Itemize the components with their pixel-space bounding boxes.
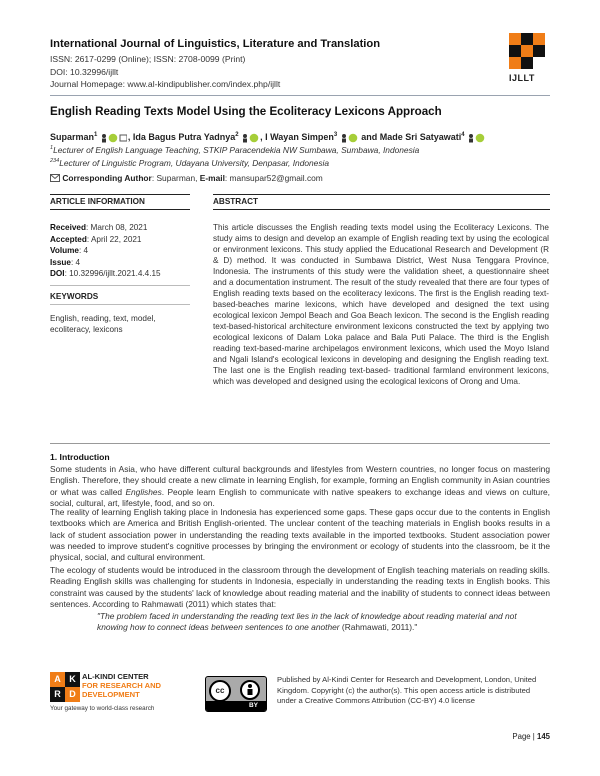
logo-square (521, 45, 533, 57)
author-icons[interactable] (101, 133, 127, 143)
orcid-icon[interactable] (476, 133, 485, 142)
affiliation: $^{234}$Lecturer of Linguistic Program, Udayana University, Denpasar, Indonesia (50, 158, 330, 168)
logo-square (521, 33, 533, 45)
journal-logo-text: IJLLT (509, 73, 535, 83)
author-name: I Wayan Simpen (265, 132, 334, 142)
cc-icon: cc (209, 680, 231, 702)
author-icons[interactable] (468, 133, 485, 143)
logo-square (509, 57, 521, 69)
cc-by-label: BY (206, 701, 266, 711)
orcid-icon[interactable] (250, 133, 259, 142)
cc-by-license-badge[interactable] (205, 676, 267, 712)
divider (213, 209, 550, 210)
keywords-heading: KEYWORDS (50, 292, 99, 301)
divider (50, 194, 190, 195)
logo-letter: K (65, 672, 80, 687)
logo-letter: A (50, 672, 65, 687)
journal-header (50, 38, 500, 91)
article-doi[interactable]: : 10.32996/ijllt.2021.4.4.15 (64, 269, 161, 278)
block-quote: "The problem faced in understanding the reading text lies in the lack of knowledge about reading material and not knowing how to connect ideas between sentences to one another (Rahmawati, 2011)." (97, 611, 517, 633)
divider (213, 194, 550, 195)
paragraph: Some students in Asia, who have different cultural backgrounds and lifestyles from Western countries, no longer focus on mastering English. Therefore, they should create a new climate in learning English, for example, forming an English community in Asian countries or what was called Englishes. People learn English to communicate with native speakers to exchange ideas and views on culture, social, cultural, art, lifestyle, food, and so on. (50, 464, 550, 508)
orcid-icon[interactable] (109, 133, 118, 142)
journal-title: International Journal of Linguistics, Literature and Translation (50, 38, 381, 50)
affiliation: $^1$Lecturer of English Language Teaching, STKIP Paracendekia NW Sumbawa, Sumbawa, Indonesia (50, 145, 420, 155)
author-list: Suparman$^1$ , Ida Bagus Putra Yadnya$^2$ , I Wayan Simpen$^3$ and Made Sri Satyawati$^4$ (50, 132, 560, 143)
paragraph: The ecology of students would be introduced in the classroom through the development of English teaching materials on reading skills. Reading English skills was challenging for students in Indonesia, especially in understanding the reading texts in English books. This constraint was caused by the students' lack of knowledge about reading material and the inability of students to connect ideas between sentences. According to Rahmawati (2011) which states that: (50, 565, 550, 609)
publisher-tagline: Your gateway to world-class research (50, 705, 155, 712)
person-icon (243, 134, 247, 138)
page-number: Page | 145 (512, 732, 550, 741)
abstract-text: This article discusses the English reading texts model using the Ecoliteracy Lexicons. The study aims to design and develop an example of English reading text by using the ecological or environment lexicons. This study applied the Educational Research and Development (R & D) method. It was conducted in Sumbawa District, West Nusa Tenggara Province, Indonesia. The instruments of this study were the validation sheet, a questionnaire sheet and a documentation instrument. The result of the study revealed that there are four types of English reading texts based on the ecoliteracy lexicons. The first is the English reading text-based-beaches marine lexicons, which have developed and designed the text using ecological lexicon Jempol Beach and Goa Beach lexicon. The second is the English reading text-based-historical architecture environment lexicons constructed the text by applying two ecological lexicons of Dalam Loka palace and Bala Puti Palace. The third is the English reading text-based-marine archipelagos environment lexicons, which used the Moyo Island and Ngali Island's ecological lexicons in developing and designing the English reading text. The last one is the English reading text-based- traditional farmland environment lexicons, which was developed and designed using the ecological lexicons of Orong and Uma. (213, 223, 549, 386)
envelope-icon (50, 174, 60, 182)
person-icon (102, 134, 106, 138)
header-divider (50, 95, 550, 96)
orcid-icon[interactable] (348, 133, 357, 142)
logo-letter: R (50, 687, 65, 702)
logo-square (533, 33, 545, 45)
attribution-icon (240, 680, 260, 700)
logo-square (509, 33, 521, 45)
envelope-icon[interactable] (120, 135, 127, 141)
article-info-heading: ARTICLE INFORMATION (50, 197, 145, 206)
logo-square (533, 45, 545, 57)
author-icons[interactable] (341, 133, 358, 143)
person-icon (342, 134, 346, 138)
logo-square (521, 57, 533, 69)
logo-square (509, 45, 521, 57)
license-text: Published by Al-Kindi Center for Research and Development, London, United Kingdom. Copyright (c) the author(s). This open access article is distributed under a Creative Commons Attribution (CC-BY) 4.0 license (277, 675, 537, 705)
publisher-name: AL-KINDI CENTER FOR RESEARCH AND DEVELOPMENT (82, 672, 162, 699)
section-heading: 1. Introduction (50, 452, 110, 462)
person-icon (469, 134, 473, 138)
divider (50, 209, 190, 210)
article-metadata: Received: March 08, 2021 Accepted: April 22, 2021 Volume: 4 Issue: 4 DOI: 10.32996/ijllt.2021.4.4.15 (50, 223, 161, 278)
journal-issn: ISSN: 2617-0299 (Online); ISSN: 2708-0099 (Print) (50, 54, 246, 64)
person-icon (102, 138, 106, 142)
author-name: Ida Bagus Putra Yadnya (132, 132, 236, 142)
abstract-heading: ABSTRACT (213, 197, 259, 206)
paragraph: The reality of learning English taking place in Indonesia has experienced some gaps. These gaps occur due to the contents in English textbooks which are America and British English-oriented. The unclear content of the teaching materials in English books results in a lack of student association power in understanding the reading texts available in the imported textbooks. Student association power was needed to improve student's cognitive processes by bringing the environment or ecology of students into the classroom, be it the physical, social, and cultural environment. (50, 507, 550, 563)
journal-homepage[interactable]: Journal Homepage: www.al-kindipublisher.com/index.php/ijllt (50, 79, 281, 89)
keywords-list: English, reading, text, model, ecoliteracy, lexicons (50, 314, 156, 334)
divider (50, 285, 190, 286)
divider (50, 443, 550, 444)
person-icon (342, 138, 346, 142)
person-icon (469, 138, 473, 142)
person-icon (243, 138, 247, 142)
corresponding-author: Corresponding Author: Suparman, E-mail: mansupar52@gmail.com (50, 173, 550, 183)
author-name: Made Sri Satyawati (379, 132, 462, 142)
author-name: Suparman (50, 132, 95, 142)
author-icons[interactable] (242, 133, 259, 143)
divider (50, 304, 190, 305)
logo-letter: D (65, 687, 80, 702)
author-email[interactable]: : mansupar52@gmail.com (224, 173, 323, 183)
journal-doi: DOI: 10.32996/ijllt (50, 66, 119, 77)
paper-title: English Reading Texts Model Using the Ecoliteracy Lexicons Approach (50, 105, 442, 118)
